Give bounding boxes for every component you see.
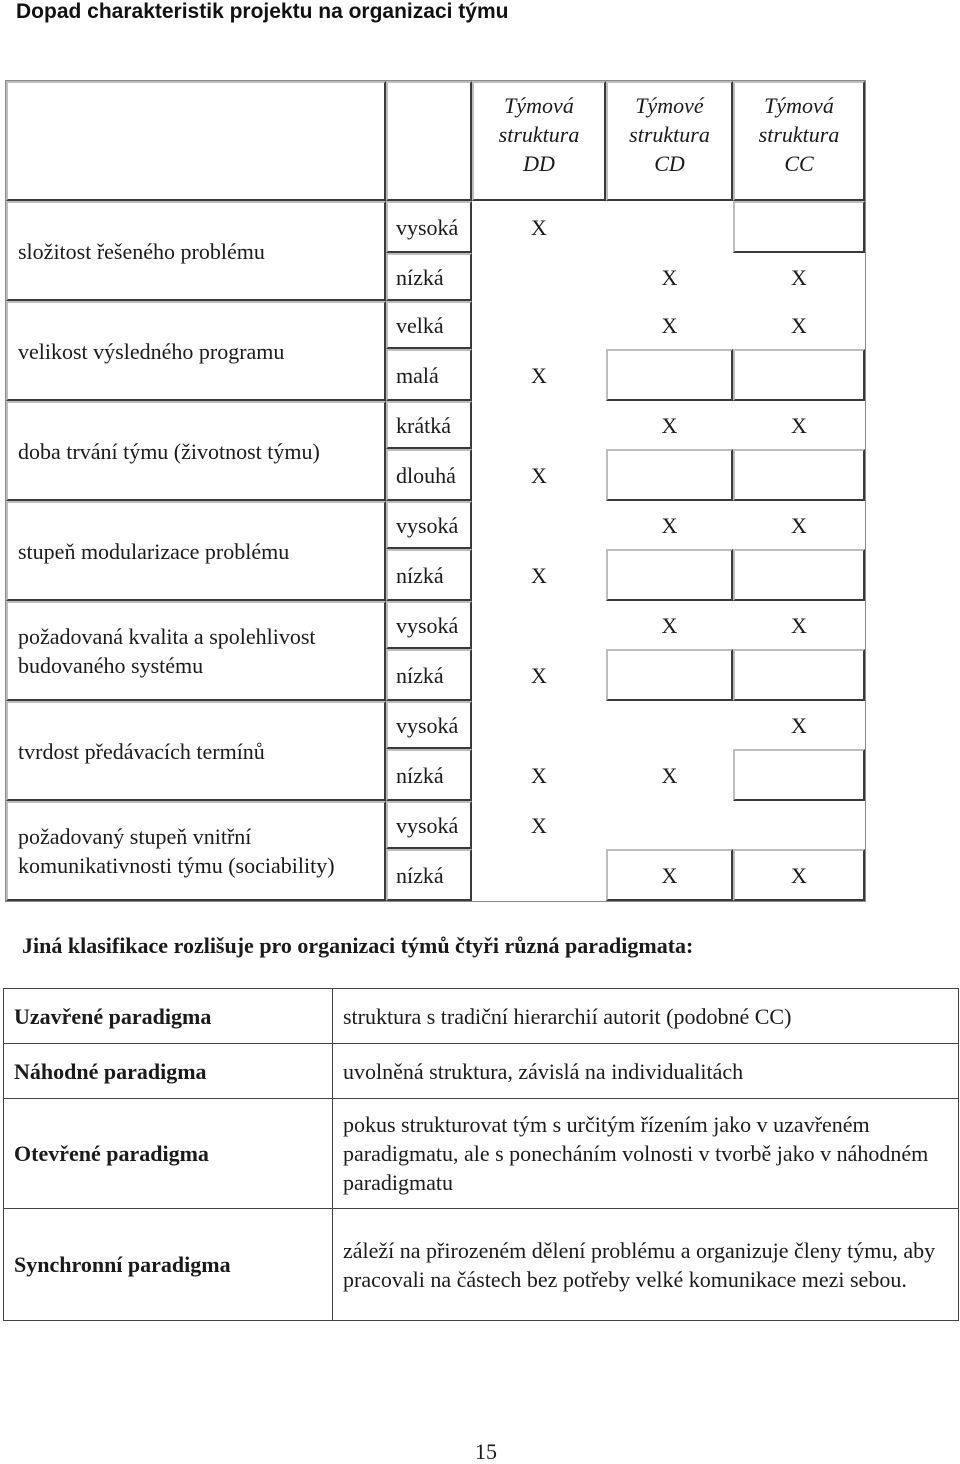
- mark-cd: X: [661, 312, 678, 338]
- mark-dd: X: [531, 812, 547, 838]
- mark-cc: X: [791, 412, 807, 438]
- mark-dd: X: [531, 214, 547, 240]
- mark-cc: X: [733, 849, 865, 901]
- characteristic-label: doba trvání týmu (životnost týmu): [6, 401, 386, 501]
- mark-cc: [733, 201, 865, 253]
- mark-dd: [472, 849, 606, 901]
- mark-dd: [472, 301, 606, 349]
- characteristic-label: stupeň modularizace problému: [6, 501, 386, 601]
- level-cell: vysoká: [386, 801, 472, 849]
- table-header-row: [6, 81, 865, 201]
- characteristic-label: velikost výsledného programu: [6, 301, 386, 401]
- mark-cc: X: [791, 612, 807, 638]
- table-row: [4, 1099, 959, 1209]
- level-cell: vysoká: [386, 201, 472, 253]
- section-subheading: Jiná klasifikace rozlišuje pro organizaci týmů čtyři různá paradigmata:: [22, 933, 694, 958]
- table-row: [4, 989, 959, 1044]
- table-row: [6, 501, 865, 549]
- header-line: struktura: [629, 122, 710, 147]
- table-row: [6, 801, 865, 849]
- paradigm-name: Synchronní paradigma: [4, 1209, 333, 1321]
- mark-cd: [606, 649, 733, 701]
- table-row: [4, 1044, 959, 1099]
- table-row: [6, 601, 865, 649]
- level-cell: nízká: [386, 253, 472, 301]
- mark-cc: X: [791, 264, 807, 290]
- paradigm-description: struktura s tradiční hierarchií autorit (podobné CC): [333, 989, 959, 1044]
- mark-cd: [606, 549, 733, 601]
- header-line: DD: [523, 151, 555, 176]
- mark-dd: [472, 501, 606, 549]
- table-row: [6, 401, 865, 449]
- mark-cc: [733, 801, 865, 849]
- table-row: [4, 1209, 959, 1321]
- mark-cd: [606, 701, 733, 749]
- mark-dd: [472, 401, 606, 449]
- mark-cd: [606, 201, 733, 253]
- header-line: Týmové: [635, 93, 704, 118]
- table-row: [6, 701, 865, 749]
- paradigm-description: uvolněná struktura, závislá na individualitách: [333, 1044, 959, 1099]
- mark-cc: [733, 649, 865, 701]
- paradigm-description: pokus strukturovat tým s určitým řízením jako v uzavřeném paradigmatu, ale s ponecháním volnosti v tvorbě jako v náhodném paradigmatu: [333, 1099, 959, 1209]
- characteristic-label: tvrdost předávacích termínů: [6, 701, 386, 801]
- header-dd: [472, 81, 606, 201]
- paradigm-description: záleží na přirozeném dělení problému a organizuje členy týmu, aby pracovali na částech bez potřeby velké komunikace mezi sebou.: [333, 1209, 959, 1321]
- page-number: 15: [475, 1439, 497, 1464]
- level-cell: vysoká: [386, 501, 472, 549]
- mark-dd: [472, 601, 606, 649]
- header-line: struktura: [498, 122, 580, 147]
- mark-cd: [606, 449, 733, 501]
- level-cell: krátká: [386, 401, 472, 449]
- header-line: struktura: [758, 122, 840, 147]
- paradigm-name: Otevřené paradigma: [4, 1099, 333, 1209]
- level-cell: nízká: [386, 549, 472, 601]
- header-line: Týmová: [764, 93, 834, 118]
- paradigm-name: Uzavřené paradigma: [4, 989, 333, 1044]
- mark-dd: X: [531, 762, 547, 788]
- level-cell: vysoká: [386, 601, 472, 649]
- mark-cd: X: [606, 849, 733, 901]
- header-line: Týmová: [504, 93, 574, 118]
- header-empty-cell: [6, 81, 386, 201]
- header-cd: [606, 81, 733, 201]
- mark-cd: X: [661, 762, 678, 788]
- page-heading: Dopad charakteristik projektu na organizaci týmu: [16, 0, 509, 23]
- level-cell: dlouhá: [386, 449, 472, 501]
- mark-cc: X: [791, 512, 807, 538]
- mark-dd: X: [531, 662, 547, 688]
- table-row: [6, 301, 865, 349]
- team-structure-table: [5, 80, 866, 902]
- characteristic-label: požadovaná kvalita a spolehlivost budovaného systému: [6, 601, 386, 701]
- level-cell: velká: [386, 301, 472, 349]
- header-empty-cell: [386, 81, 472, 201]
- header-line: CC: [784, 151, 814, 176]
- level-cell: nízká: [386, 649, 472, 701]
- header-cc: [733, 81, 865, 201]
- mark-cc: [733, 749, 865, 801]
- mark-cd: [606, 349, 733, 401]
- mark-cc: [733, 449, 865, 501]
- mark-cc: X: [791, 312, 807, 338]
- level-cell: vysoká: [386, 701, 472, 749]
- level-cell: nízká: [386, 849, 472, 901]
- mark-cd: X: [661, 612, 678, 638]
- mark-cd: X: [661, 512, 678, 538]
- characteristic-label: složitost řešeného problému: [6, 201, 386, 301]
- mark-dd: X: [531, 562, 547, 588]
- mark-dd: X: [531, 362, 547, 388]
- mark-cd: [606, 801, 733, 849]
- mark-cd: X: [661, 264, 678, 290]
- header-line: CD: [654, 151, 685, 176]
- paradigm-table: [3, 988, 959, 1321]
- table-row: [6, 201, 865, 253]
- mark-dd: [472, 253, 606, 301]
- characteristic-label: požadovaný stupeň vnitřní komunikativnosti týmu (sociability): [6, 801, 386, 901]
- mark-cc: X: [791, 712, 807, 738]
- paradigm-name: Náhodné paradigma: [4, 1044, 333, 1099]
- level-cell: malá: [386, 349, 472, 401]
- mark-dd: [472, 701, 606, 749]
- mark-cc: [733, 349, 865, 401]
- mark-dd: X: [531, 462, 547, 488]
- mark-cc: [733, 549, 865, 601]
- mark-cd: X: [661, 412, 678, 438]
- level-cell: nízká: [386, 749, 472, 801]
